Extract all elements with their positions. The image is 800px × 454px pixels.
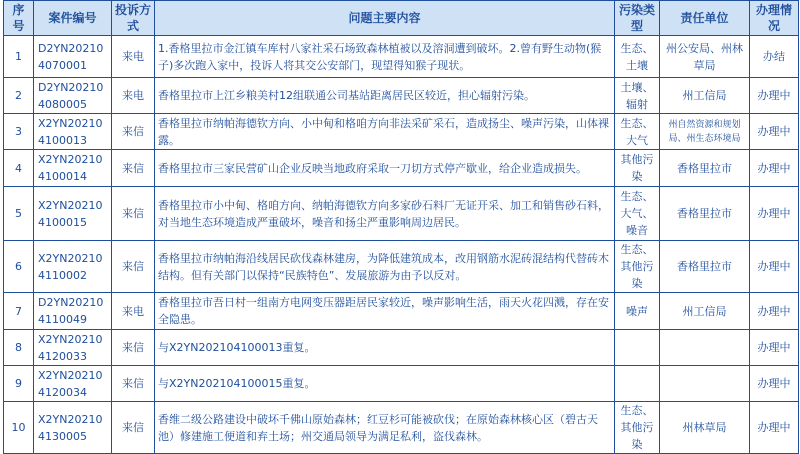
cell-unit: 州自然资源和规划局、州生态环境局 [660,114,750,150]
cell-unit [660,330,750,366]
cell-method: 来信 [112,187,155,241]
header-case-no: 案件编号 [34,1,112,36]
cell-unit: 香格里拉市 [660,241,750,293]
cell-method: 来信 [112,241,155,293]
cell-status: 办理中 [750,114,799,150]
cell-seq: 6 [4,241,34,293]
cell-case-no: X2YN202104100013 [34,114,112,150]
cell-content: 香格里拉市吾日村一组南方电网变压器距居民家较近，噪声影响生活，雨天火花四溅，存在安全隐患。 [155,293,615,330]
cell-unit: 州公安局、州林草局 [660,36,750,78]
cell-seq: 4 [4,150,34,187]
cell-content: 香格里拉市纳帕海沿线居民砍伐森林建房，为降低建筑成本，改用钢筋水泥砖混结构代替砖木结构。但有关部门以保持“民族特色”、发展旅游为由予以反对。 [155,241,615,293]
cell-seq: 5 [4,187,34,241]
cell-unit: 州工信局 [660,78,750,114]
cell-method: 来电 [112,293,155,330]
table-row [4,114,799,150]
cell-unit: 州工信局 [660,293,750,330]
cell-content: 香格里拉市小中甸、格咱方向、纳帕海德钦方向多家砂石料厂无证开采、加工和销售砂石料，对当地生态环境造成严重破坏，噪音和扬尘严重影响周边居民。 [155,187,615,241]
cell-case-no: X2YN202104110002 [34,241,112,293]
cell-content: 香格里拉市纳帕海德钦方向、小中甸和格咱方向非法采矿采石，造成扬尘、噪声污染，山体裸露。 [155,114,615,150]
cell-seq: 10 [4,402,34,454]
header-method: 投诉方式 [112,1,155,36]
cell-content: 香格里拉市上江乡粮美村12组联通公司基站距离居民区较近，担心辐射污染。 [155,78,615,114]
cell-method: 来信 [112,150,155,187]
cell-status: 办理中 [750,402,799,454]
header-pollution-type: 污染类型 [615,1,660,36]
cell-content: 与X2YN202104100015重复。 [155,366,615,402]
cell-case-no: D2YN202104080005 [34,78,112,114]
cell-seq: 9 [4,366,34,402]
cell-pollution-type: 生态、大气、噪音 [615,187,660,241]
cell-pollution-type [615,366,660,402]
table-row [4,366,799,402]
cell-seq: 3 [4,114,34,150]
cell-case-no: X2YN202104130005 [34,402,112,454]
cell-method: 来电 [112,78,155,114]
table-wrapper [3,0,799,454]
cell-status: 办理中 [750,366,799,402]
cell-pollution-type: 生态、其他污染 [615,241,660,293]
table-row [4,36,799,78]
table-row [4,330,799,366]
cell-unit: 香格里拉市 [660,187,750,241]
cell-method: 来信 [112,402,155,454]
cell-seq: 8 [4,330,34,366]
cell-status: 办理中 [750,78,799,114]
cell-method: 来信 [112,366,155,402]
cell-seq: 2 [4,78,34,114]
cell-case-no: X2YN202104120033 [34,330,112,366]
table-row [4,187,799,241]
cell-case-no: X2YN202104100015 [34,187,112,241]
cell-status: 办理中 [750,241,799,293]
cell-status: 办理中 [750,293,799,330]
cell-case-no: D2YN202104070001 [34,36,112,78]
cell-pollution-type: 噪声 [615,293,660,330]
cell-pollution-type: 生态、土壤 [615,36,660,78]
cell-content: 与X2YN202104100013重复。 [155,330,615,366]
header-seq: 序号 [4,1,34,36]
cell-content: 香格里拉市三家民营矿山企业反映当地政府采取一刀切方式停产歇业，给企业造成损失。 [155,150,615,187]
cell-status: 办理中 [750,330,799,366]
table-row [4,78,799,114]
cell-method: 来信 [112,114,155,150]
table-row [4,150,799,187]
table-row [4,402,799,454]
cell-case-no: D2YN202104110049 [34,293,112,330]
cell-unit [660,366,750,402]
header-unit: 责任单位 [660,1,750,36]
table-row [4,241,799,293]
table-row [4,293,799,330]
cell-content: 1.香格里拉市金江镇车库村八家社采石场致森林植被以及溶洞遭到破坏。2.曾有野生动物(猴子)多次跑入家中，投诉人将其交公安部门，现望得知猴子现状。 [155,36,615,78]
cell-unit: 香格里拉市 [660,150,750,187]
cell-case-no: X2YN202104100014 [34,150,112,187]
cell-case-no: X2YN202104120034 [34,366,112,402]
cell-method: 来电 [112,36,155,78]
cell-method: 来信 [112,330,155,366]
header-row [4,1,799,36]
complaint-table [3,0,799,454]
cell-status: 办理中 [750,187,799,241]
cell-status: 办结 [750,36,799,78]
cell-status: 办理中 [750,150,799,187]
cell-unit: 州林草局 [660,402,750,454]
cell-pollution-type: 生态、大气 [615,114,660,150]
cell-pollution-type: 其他污染 [615,150,660,187]
cell-pollution-type: 土壤、辐射 [615,78,660,114]
cell-pollution-type: 生态、其他污染 [615,402,660,454]
cell-seq: 7 [4,293,34,330]
header-status: 办理情况 [750,1,799,36]
cell-seq: 1 [4,36,34,78]
cell-pollution-type [615,330,660,366]
header-content: 问题主要内容 [155,1,615,36]
cell-content: 香维二级公路建设中破坏千佛山原始森林；红豆杉可能被砍伐；在原始森林核心区（碧古天池）修建施工便道和弃土场；州交通局领导为满足私利，盗伐森林。 [155,402,615,454]
